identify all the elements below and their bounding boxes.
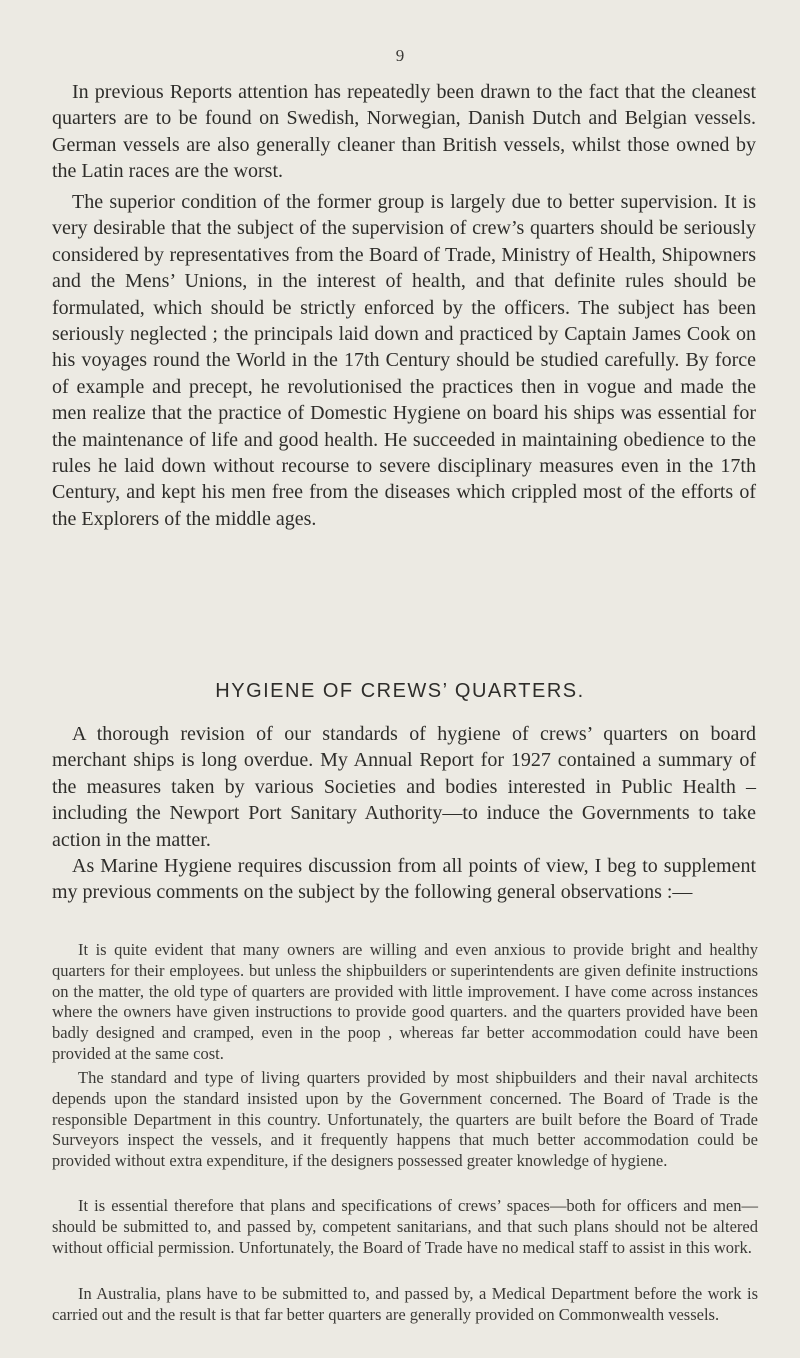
section-heading: HYGIENE OF CREWS’ QUARTERS. xyxy=(215,680,585,702)
observation-australia: In Australia, plans have to be submitted to, and passed by, a Medical Department before the work is carried out and the result is that far better quarters are generally provided on Commonwealth vessels. xyxy=(52,1284,758,1324)
paragraph-revision-standards: A thorough revision of our standards of hygiene of crews’ quarters on board merchant ships is long overdue. My Annual Report for 1927 contained a summary of the measures taken by various Societies and bodies interested in Public Health – including the Newport Port Sanitary Authority—to induce the Governments to take action in the matter. xyxy=(52,723,756,851)
page-number: 9 xyxy=(395,46,405,65)
observation-plans: It is essential therefore that plans and specifications of crews’ spaces—both for officers and men—should be submitted to, and passed by, competent sanitarians, and that such plans should not be altered without official permission. Unfortunately, the Board of Trade have no medical staff to assist in this work. xyxy=(52,1196,758,1257)
paragraph-supervision: The superior condition of the former group is largely due to better supervision. It is very desirable that the subject of the supervision of crew’s quarters should be seriously considered by representatives from the Board of Trade, Ministry of Health, Shipowners and the Mens’ Unions, in the interest of health, and that definite rules should be formulated, which should be strictly enforced by the officers. The subject has been seriously neglected ; the principals laid down and practiced by Captain James Cook on his voyages round the World in the 17th Century should be studied carefully. By force of example and precept, he revolutionised the practices then in vogue and made the men realize that the practice of Domestic Hygiene on board his ships was essential for the maintenance of life and good health. He succeeded in maintaining obedience to the rules he laid down without recourse to severe disciplinary measures even in the 17th Century, and kept his men free from the diseases which crippled most of the efforts of the Explorers of the middle ages. xyxy=(52,191,756,530)
observation-standard-type: The standard and type of living quarters provided by most shipbuilders and their naval architects depends upon the standard insisted upon by the Government concerned. The Board of Trade is the responsible Department in this country. Unfortunately, the quarters are built before the Board of Trade Surveyors inspect the vessels, and it frequently happens that much better accommodation could be provided without extra expenditure, if the designers possessed greater knowledge of hygiene. xyxy=(52,1068,758,1171)
paragraph-cleanest-quarters: In previous Reports attention has repeatedly been drawn to the fact that the cleanest quarters are to be found on Swedish, Norwegian, Danish Dutch and Belgian vessels. German vessels are also generally cleaner than British vessels, whilst those owned by the Latin races are the worst. xyxy=(52,81,756,183)
observation-owners: It is quite evident that many owners are willing and even anxious to provide bright and healthy quarters for their employees. but unless the shipbuilders or superintendents are given definite instructions on the matter, the old type of quarters are provided with little improvement. I have come across instances where the owners have given instructions to provide good quarters. and the quarters provided have been badly designed and cramped, even in the poop , whereas far better accommodation could have been provided at the same cost. xyxy=(52,940,758,1063)
paragraph-marine-hygiene: As Marine Hygiene requires discussion from all points of view, I beg to supplement my previous comments on the subject by the following general observations :— xyxy=(52,855,756,904)
